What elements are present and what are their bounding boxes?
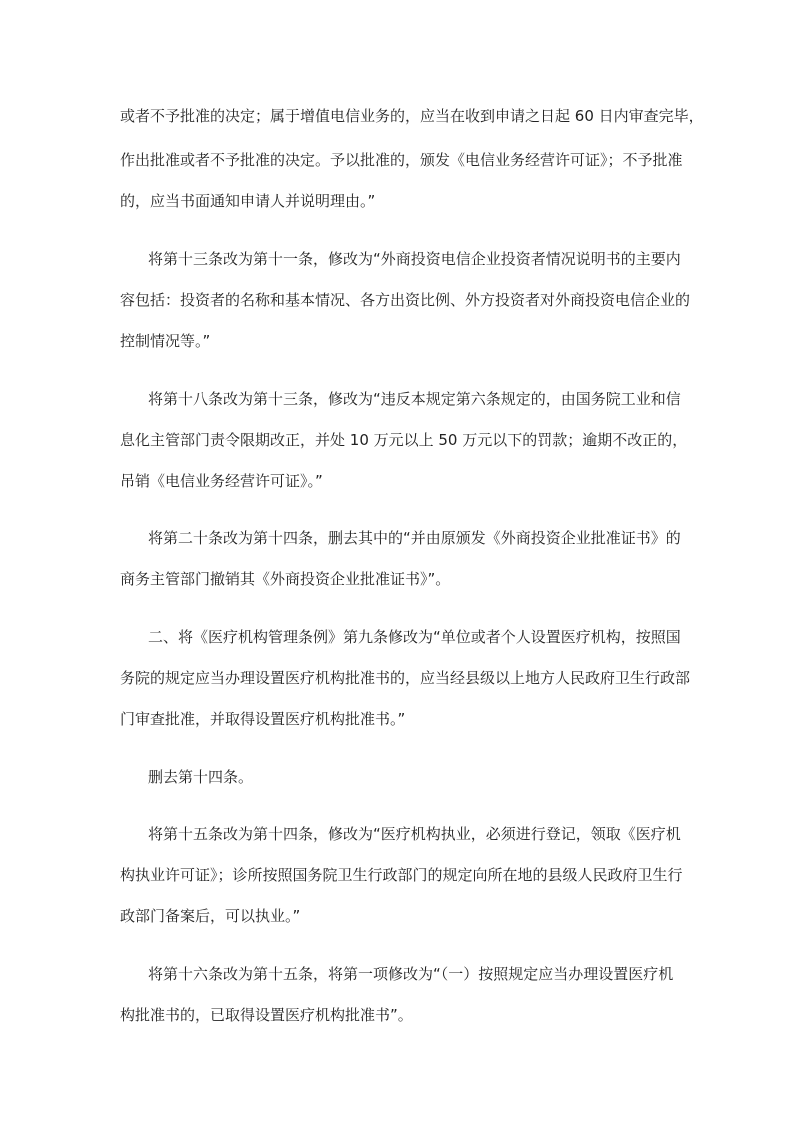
text-line: 将第十三条改为第十一条，修改为“外商投资电信企业投资者情况说明书的主要内 [148, 250, 681, 268]
text-line: 的，应当书面通知申请人并说明理由。” [120, 192, 376, 210]
text-line: 务院的规定应当办理设置医疗机构批准书的，应当经县级以上地方人民政府卫生行政部 [120, 669, 691, 687]
text-line: 政部门备案后，可以执业。” [120, 907, 301, 925]
text-line: 商务主管部门撤销其《外商投资企业批准证书》”。 [120, 570, 451, 588]
text-line: 删去第十四条。 [148, 768, 254, 786]
text-line: 息化主管部门责令限期改正，并处 10 万元以上 50 万元以下的罚款；逾期不改正的， [120, 431, 688, 449]
text-line: 将第十六条改为第十五条，将第一项修改为“（一）按照规定应当办理设置医疗机 [148, 965, 674, 983]
text-line: 门审查批准，并取得设置医疗机构批准书。” [120, 710, 406, 728]
text-line: 将第二十条改为第十四条，删去其中的“并由原颁发《外商投资企业批准证书》的 [148, 529, 681, 547]
text-line: 吊销《电信业务经营许可证》。” [120, 472, 323, 490]
text-line: 将第十五条改为第十四条，修改为“医疗机构执业，必须进行登记，领取《医疗机 [148, 825, 681, 843]
text-line: 构批准书的，已取得设置医疗机构批准书”。 [120, 1006, 413, 1024]
text-line: 控制情况等。” [120, 332, 211, 350]
text-line: 作出批准或者不予批准的决定。予以批准的，颁发《电信业务经营许可证》；不予批准 [120, 151, 683, 169]
text-line: 或者不予批准的决定；属于增值电信业务的，应当在收到申请之日起 60 日内审查完毕， [120, 107, 704, 125]
text-line: 构执业许可证》；诊所按照国务院卫生行政部门的规定向所在地的县级人民政府卫生行 [120, 866, 683, 884]
text-line: 容包括：投资者的名称和基本情况、各方出资比例、外方投资者对外商投资电信企业的 [120, 291, 691, 309]
text-line: 将第十八条改为第十三条，修改为“违反本规定第六条规定的，由国务院工业和信 [148, 390, 681, 408]
text-line: 二、将《医疗机构管理条例》第九条修改为“单位或者个人设置医疗机构，按照国 [148, 628, 681, 646]
